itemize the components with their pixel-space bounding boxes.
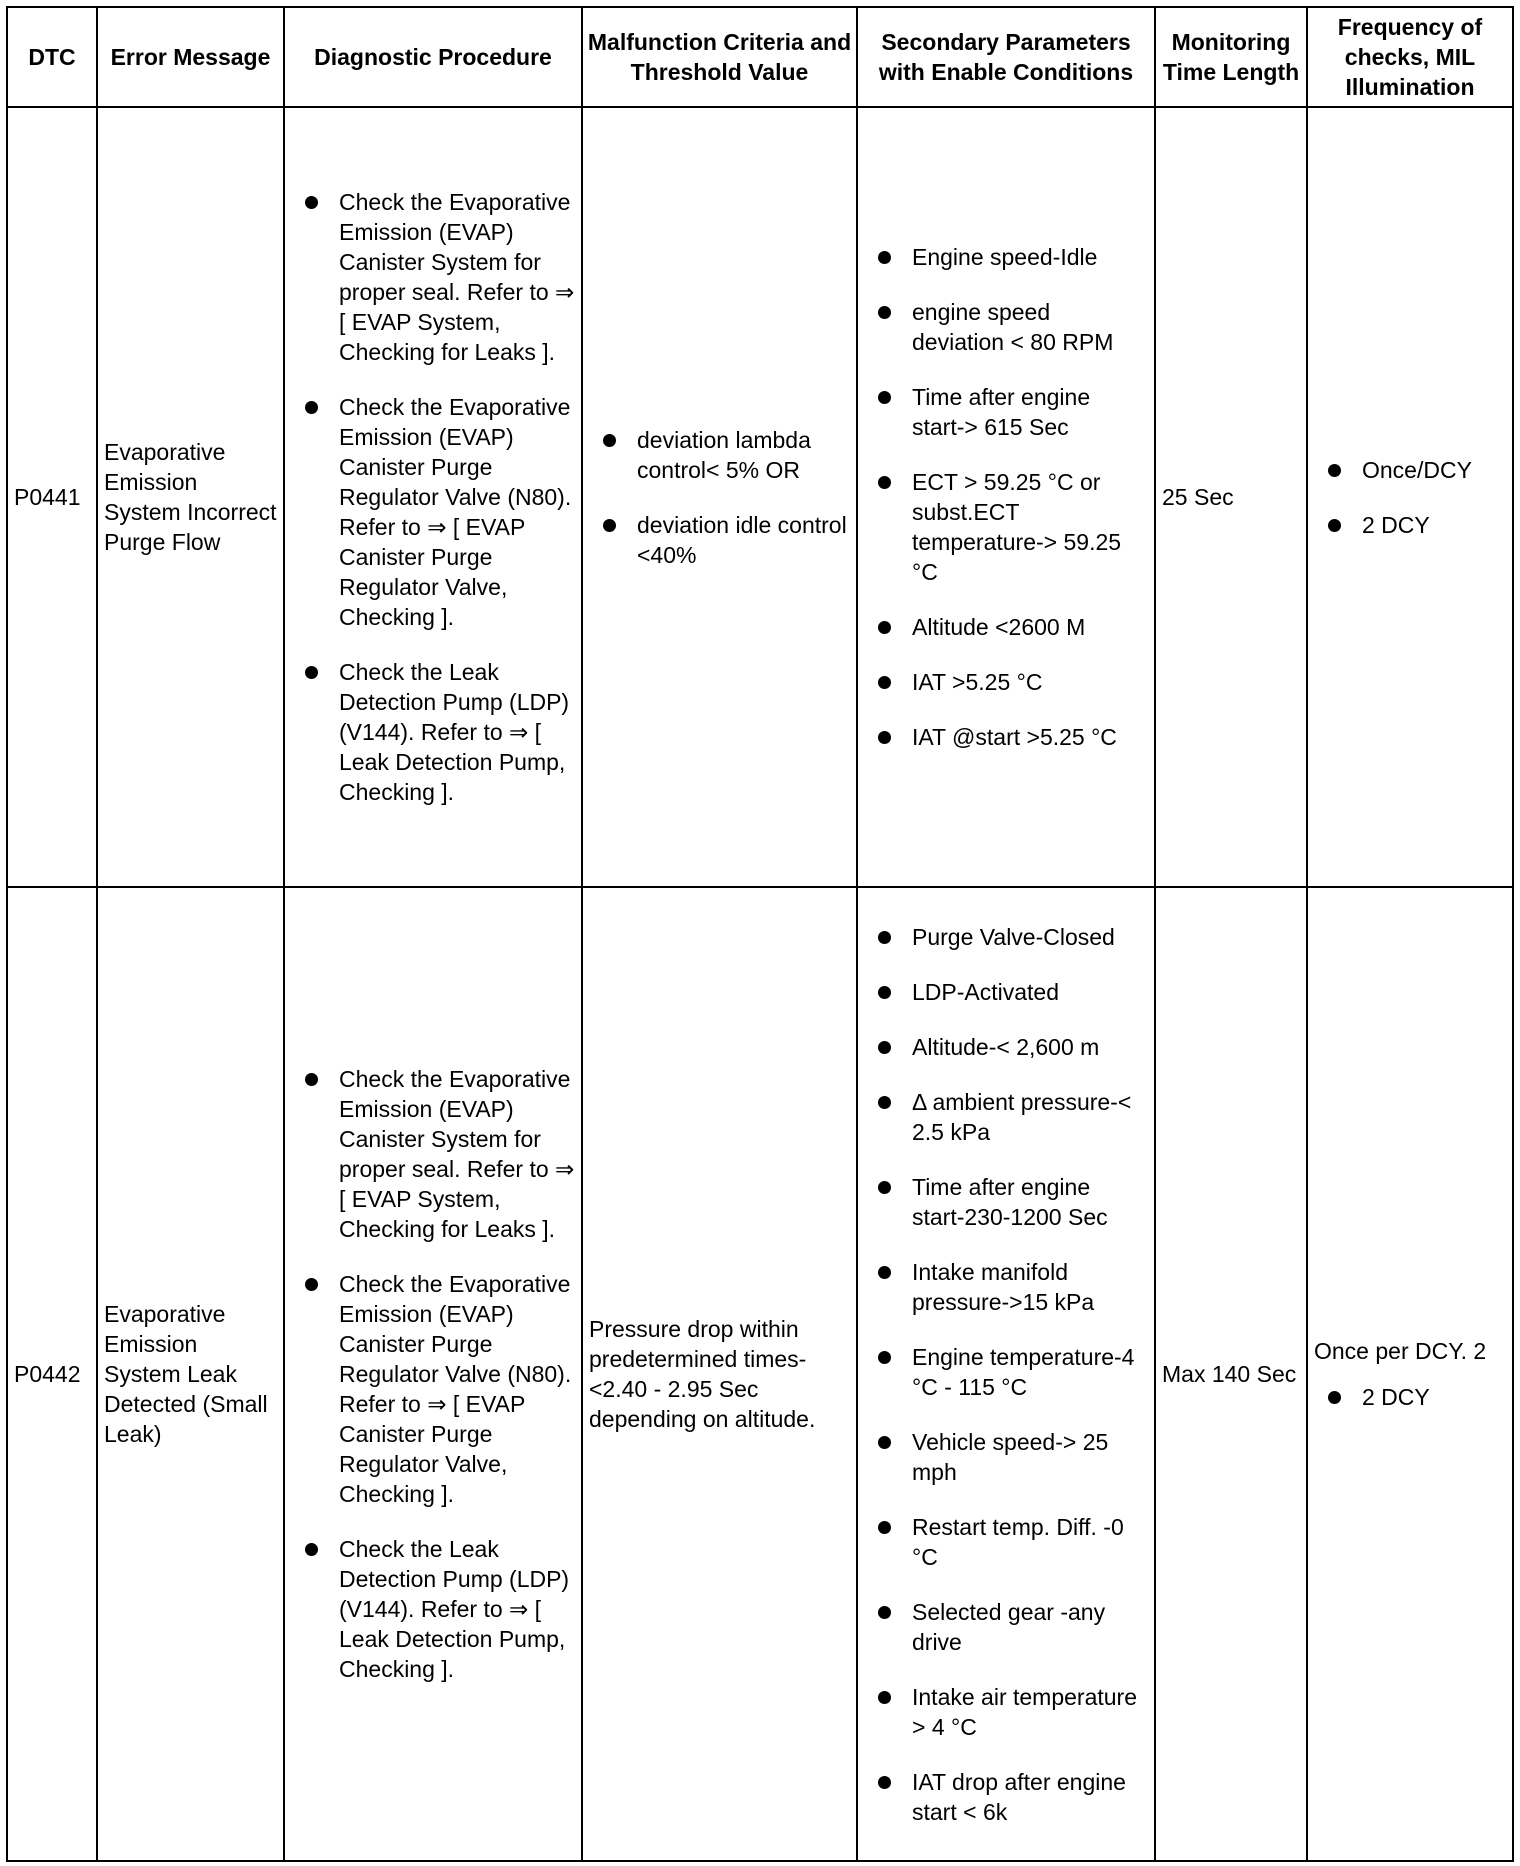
secondary-parameters xyxy=(857,887,1155,1861)
list-item: 2 DCY xyxy=(1314,1382,1506,1412)
list-item: ECT > 59.25 °C or subst.ECT temperature-> 59.25 °C xyxy=(864,467,1148,587)
table-row xyxy=(7,887,1513,1861)
list-item: Check the Evaporative Emission (EVAP) Canister Purge Regulator Valve (N80). Refer to ⇒ [ EVAP Canister Purge Regulator Valve, Checking ]. xyxy=(291,392,575,632)
malfunction-criteria xyxy=(582,107,857,887)
monitoring-time: 25 Sec xyxy=(1155,107,1307,887)
error-message: Evaporative Emission System Incorrect Purge Flow xyxy=(97,107,284,887)
list-item: IAT drop after engine start < 6k xyxy=(864,1767,1148,1827)
secondary-list xyxy=(864,242,1148,752)
malfunction-criteria: Pressure drop within predetermined times-<2.40 - 2.95 Sec depending on altitude. xyxy=(582,887,857,1861)
procedure-list xyxy=(291,1064,575,1684)
header-dtc: DTC xyxy=(7,7,97,107)
procedure-list xyxy=(291,187,575,807)
secondary-parameters xyxy=(857,107,1155,887)
list-item: IAT @start >5.25 °C xyxy=(864,722,1148,752)
frequency-text: Once per DCY. 2 xyxy=(1314,1338,1487,1364)
frequency-list xyxy=(1314,455,1506,540)
list-item: Altitude <2600 M xyxy=(864,612,1148,642)
list-item: Engine speed-Idle xyxy=(864,242,1148,272)
dtc-table xyxy=(6,6,1514,1862)
list-item: Intake air temperature > 4 °C xyxy=(864,1682,1148,1742)
list-item: Altitude-< 2,600 m xyxy=(864,1032,1148,1062)
list-item: Check the Evaporative Emission (EVAP) Canister System for proper seal. Refer to ⇒ [ EVAP System, Checking for Leaks ]. xyxy=(291,187,575,367)
diagnostic-procedure xyxy=(284,887,582,1861)
criteria-list xyxy=(589,425,850,570)
header-diagnostic-procedure: Diagnostic Procedure xyxy=(284,7,582,107)
header-monitoring-time: Monitoring Time Length xyxy=(1155,7,1307,107)
list-item: deviation lambda control< 5% OR xyxy=(589,425,850,485)
list-item: Check the Leak Detection Pump (LDP) (V144). Refer to ⇒ [ Leak Detection Pump, Checking ]. xyxy=(291,1534,575,1684)
frequency xyxy=(1307,107,1513,887)
list-item: LDP-Activated xyxy=(864,977,1148,1007)
error-message: Evaporative Emission System Leak Detected (Small Leak) xyxy=(97,887,284,1861)
header-frequency: Frequency of checks, MIL Illumination xyxy=(1307,7,1513,107)
list-item: 2 DCY xyxy=(1314,510,1506,540)
list-item: Intake manifold pressure->15 kPa xyxy=(864,1257,1148,1317)
list-item: Engine temperature-4 °C - 115 °C xyxy=(864,1342,1148,1402)
list-item: Once/DCY xyxy=(1314,455,1506,485)
list-item: Time after engine start-230-1200 Sec xyxy=(864,1172,1148,1232)
secondary-list xyxy=(864,922,1148,1827)
frequency-list xyxy=(1314,1382,1506,1412)
list-item: engine speed deviation < 80 RPM xyxy=(864,297,1148,357)
dtc-code: P0442 xyxy=(7,887,97,1861)
header-secondary-parameters: Secondary Parameters with Enable Conditions xyxy=(857,7,1155,107)
frequency xyxy=(1307,887,1513,1861)
list-item: Purge Valve-Closed xyxy=(864,922,1148,952)
list-item: Time after engine start-> 615 Sec xyxy=(864,382,1148,442)
list-item: Vehicle speed-> 25 mph xyxy=(864,1427,1148,1487)
list-item: Check the Evaporative Emission (EVAP) Canister System for proper seal. Refer to ⇒ [ EVAP System, Checking for Leaks ]. xyxy=(291,1064,575,1244)
monitoring-time: Max 140 Sec xyxy=(1155,887,1307,1861)
list-item: deviation idle control <40% xyxy=(589,510,850,570)
dtc-code: P0441 xyxy=(7,107,97,887)
list-item: Δ ambient pressure-< 2.5 kPa xyxy=(864,1087,1148,1147)
header-row xyxy=(7,7,1513,107)
list-item: Check the Leak Detection Pump (LDP) (V144). Refer to ⇒ [ Leak Detection Pump, Checking ]. xyxy=(291,657,575,807)
list-item: IAT >5.25 °C xyxy=(864,667,1148,697)
header-malfunction-criteria: Malfunction Criteria and Threshold Value xyxy=(582,7,857,107)
table-row xyxy=(7,107,1513,887)
list-item: Check the Evaporative Emission (EVAP) Canister Purge Regulator Valve (N80). Refer to ⇒ [ EVAP Canister Purge Regulator Valve, Checking ]. xyxy=(291,1269,575,1509)
list-item: Selected gear -any drive xyxy=(864,1597,1148,1657)
list-item: Restart temp. Diff. -0 °C xyxy=(864,1512,1148,1572)
header-error-message: Error Message xyxy=(97,7,284,107)
diagnostic-procedure xyxy=(284,107,582,887)
